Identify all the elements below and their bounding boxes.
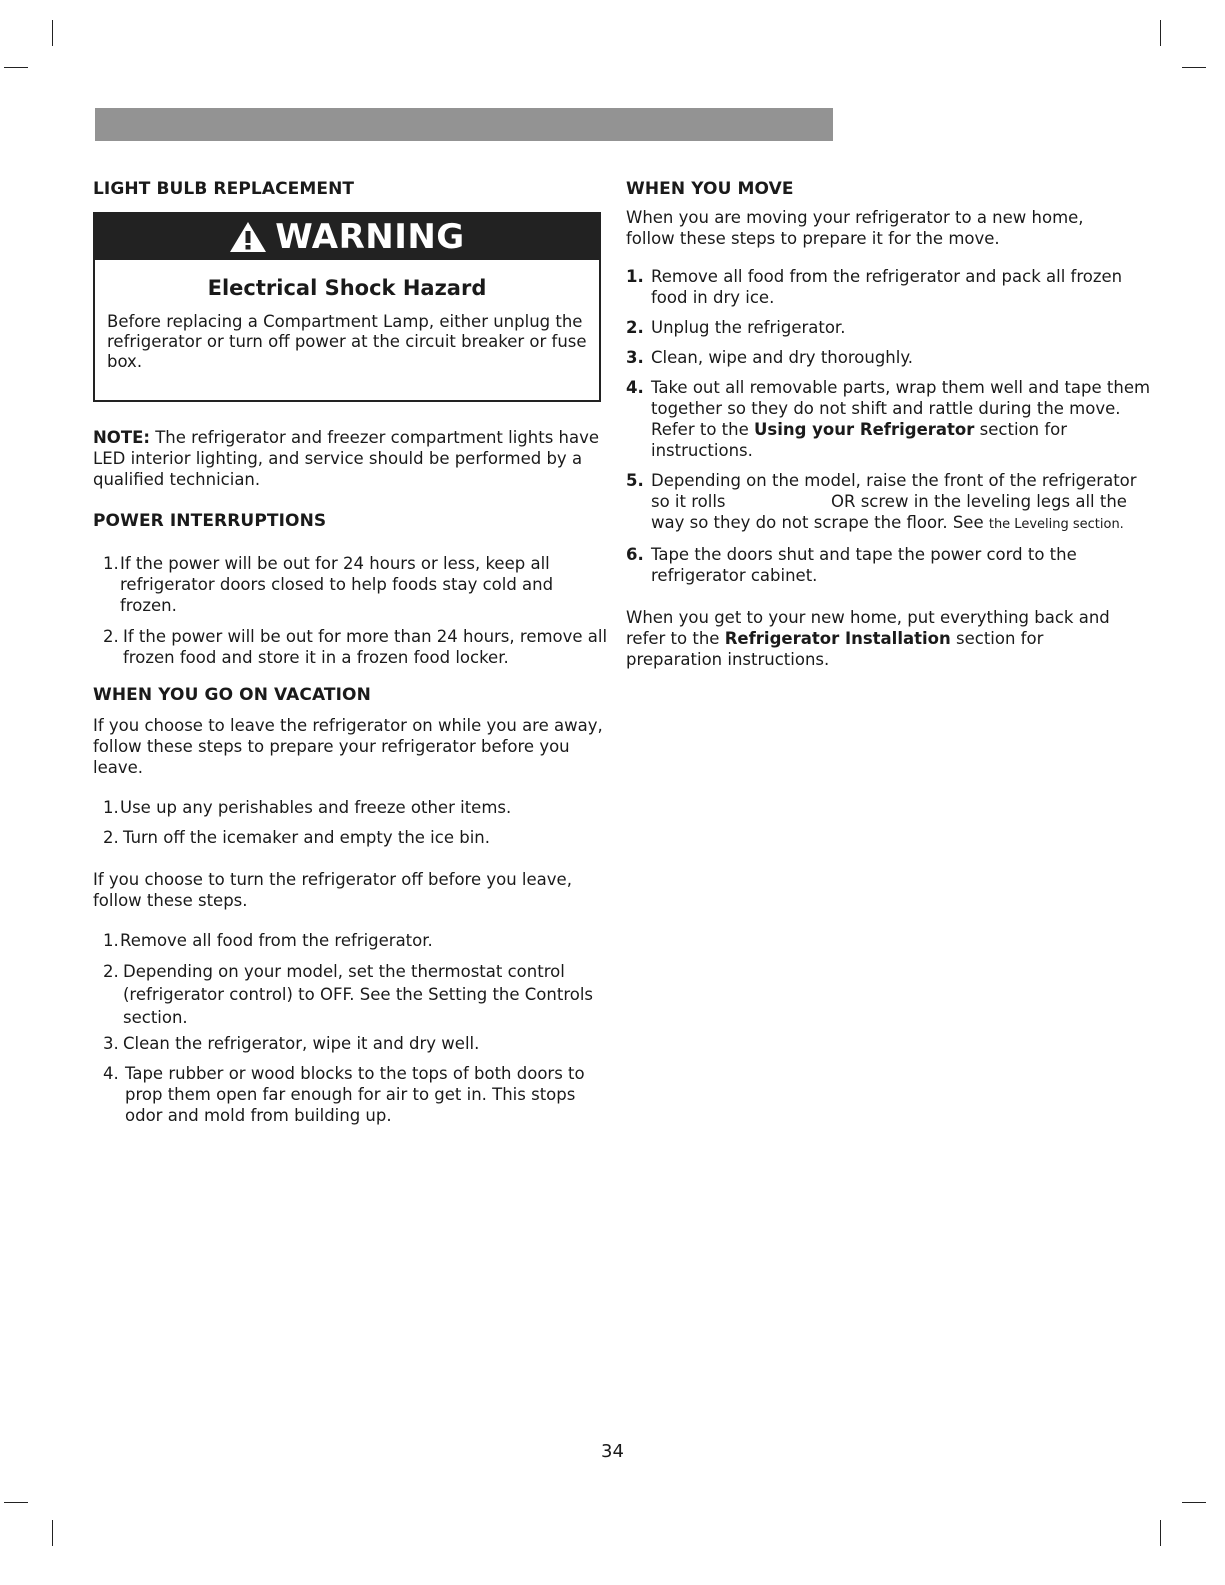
vacation-off-list xyxy=(103,930,613,1126)
crop-mark xyxy=(1160,20,1161,46)
warning-triangle-icon xyxy=(229,221,267,253)
move-heading: WHEN YOU MOVE xyxy=(626,179,794,199)
list-item: 2. If the power will be out for more than 24 hours, remove all frozen food and store it in a frozen food locker. xyxy=(103,627,608,667)
note-paragraph xyxy=(93,427,613,490)
page-number: 34 xyxy=(601,1441,624,1462)
power-heading: POWER INTERRUPTIONS xyxy=(93,511,327,531)
move-intro: When you are moving your refrigerator to a new home, follow these steps to prepare it for the move. xyxy=(626,208,1084,248)
move-list xyxy=(626,266,1156,586)
list-item: 2. Turn off the icemaker and empty the ice bin. xyxy=(103,828,490,847)
list-item: 1. Remove all food from the refrigerator. xyxy=(103,931,433,950)
list-item: 3. Clean, wipe and dry thoroughly. xyxy=(626,348,913,367)
vacation-intro: If you choose to leave the refrigerator on while you are away, follow these steps to prepare your refrigerator before you leave. xyxy=(93,716,603,777)
using-refrigerator-ref: Using your Refrigerator xyxy=(754,420,975,439)
list-item: 4. Take out all removable parts, wrap them well and tape them together so they do not shift and rattle during the move. Refer to the Using your Refrigerator section for instructions. xyxy=(626,378,1151,460)
vacation-heading: WHEN YOU GO ON VACATION xyxy=(93,685,371,705)
note-label: NOTE: xyxy=(93,428,150,447)
crop-mark xyxy=(4,1502,28,1503)
power-list xyxy=(103,553,613,668)
list-item: 1. Use up any perishables and freeze other items. xyxy=(103,798,512,817)
crop-mark xyxy=(1160,1520,1161,1546)
warning-title: Electrical Shock Hazard xyxy=(207,276,487,300)
left-column xyxy=(93,178,613,1126)
light-bulb-heading: LIGHT BULB REPLACEMENT xyxy=(93,179,355,199)
note-text: The refrigerator and freezer compartment lights have LED interior lighting, and service should be performed by a qualified technician. xyxy=(93,428,600,489)
list-item: 6. Tape the doors shut and tape the power cord to the refrigerator cabinet. xyxy=(626,545,1077,585)
crop-mark xyxy=(1182,1502,1206,1503)
leveling-ref: the Leveling section. xyxy=(988,517,1124,532)
vacation-on-list xyxy=(103,797,613,848)
list-item: 4. Tape rubber or wood blocks to the tops of both doors to prop them open far enough for air to get in. This stops odor and mold from building up. xyxy=(103,1064,585,1125)
warning-box xyxy=(93,212,601,402)
warning-label: WARNING xyxy=(275,217,465,257)
list-item: 2. Unplug the refrigerator. xyxy=(626,318,846,337)
list-item: 3. Clean the refrigerator, wipe it and dry well. xyxy=(103,1034,480,1053)
warning-text: Before replacing a Compartment Lamp, either unplug the refrigerator or turn off power at the circuit breaker or fuse box. xyxy=(107,312,587,371)
list-item: 1. Remove all food from the refrigerator and pack all frozen food in dry ice. xyxy=(626,267,1123,307)
crop-mark xyxy=(52,1520,53,1546)
section-header-bar xyxy=(95,108,833,141)
vacation-off-intro: If you choose to turn the refrigerator off before you leave, follow these steps. xyxy=(93,870,572,910)
list-item: 1. If the power will be out for 24 hours or less, keep all refrigerator doors closed to help foods stay cold and frozen. xyxy=(103,554,554,615)
list-item: 2. Depending on your model, set the thermostat control (refrigerator control) to OFF. See the Setting the Controls section. xyxy=(103,962,594,1027)
warning-header xyxy=(95,214,599,260)
right-column xyxy=(626,178,1156,670)
refrigerator-installation-ref: Refrigerator Installation xyxy=(724,629,951,648)
crop-mark xyxy=(1182,67,1206,68)
list-item: 5. Depending on the model, raise the front of the refrigerator so it rolls OR screw in the leveling legs all the way so they do not scrape the floor. See the Leveling section. xyxy=(626,471,1137,532)
move-outro: When you get to your new home, put everything back and refer to the Refrigerator Installation section for preparation instructions. xyxy=(626,608,1110,669)
crop-mark xyxy=(4,67,28,68)
crop-mark xyxy=(52,20,53,46)
